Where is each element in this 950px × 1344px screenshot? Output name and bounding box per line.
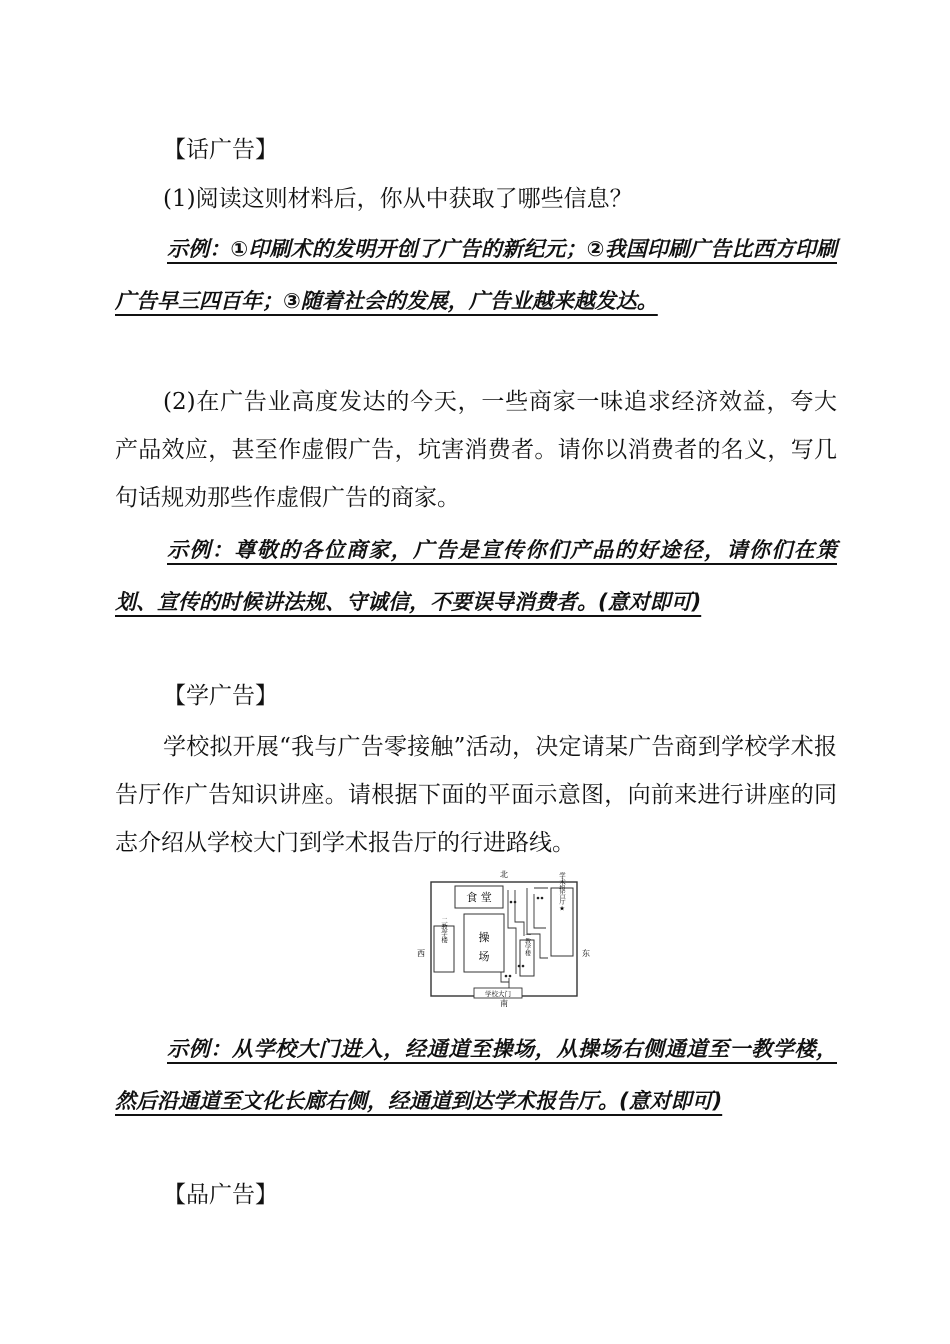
south-label: 南 (500, 999, 508, 1008)
path-dot (509, 975, 512, 978)
section-heading-xue: 【学广告】 (163, 683, 278, 709)
answer-1-text: 示例：①印刷术的发明开创了广告的新纪元；②我国印刷广告比西方印刷广告早三四百年；③随着社会的发展，广告业越来越发达。 (115, 237, 837, 313)
building2-label: 二教学楼 (440, 917, 448, 943)
hall-label: 学术报告厅★ (558, 871, 566, 913)
question-2: (2)在广告业高度发达的今天，一些商家一味追求经济效益，夸大产品效应，甚至作虚假广告，坑害消费者。请你以消费者的名义，写几句话规劝那些作虚假广告的商家。 (115, 389, 837, 511)
west-label: 西 (417, 949, 425, 958)
playground-label-2: 场 (478, 950, 490, 963)
path-dot (541, 897, 544, 900)
answer-2-text: 示例：尊敬的各位商家，广告是宣传你们产品的好途径，请你们在策划、宣传的时候讲法规、守诚信，不要误导消费者。(意对即可) (115, 538, 837, 614)
east-label: 东 (582, 949, 590, 958)
answer-3-text: 示例：从学校大门进入，经通道至操场，从操场右侧通道至一教学楼，然后沿通道至文化长廊右侧，经通道到达学术报告厅。(意对即可) (115, 1037, 837, 1113)
playground-label-1: 操 (478, 931, 490, 944)
answer-1 (115, 223, 837, 327)
path-dot (537, 897, 540, 900)
building1-label: 一教学楼 (523, 932, 531, 956)
campus-map (412, 868, 596, 1008)
gate-label: 学校大门 (485, 990, 511, 998)
answer-3 (115, 1023, 837, 1127)
question-1: (1)阅读这则材料后，你从中获取了哪些信息？ (163, 186, 633, 212)
answer-2 (115, 524, 837, 628)
canteen-label: 食 堂 (466, 891, 492, 904)
section-heading-pin: 【品广告】 (163, 1182, 278, 1208)
path-dot (514, 901, 517, 904)
section-heading-hua: 【话广告】 (163, 137, 278, 163)
question-3: 学校拟开展“我与广告零接触”活动，决定请某广告商到学校学术报告厅作广告知识讲座。请根据下面的平面示意图，向前来进行讲座的同志介绍从学校大门到学术报告厅的行进路线。 (115, 734, 837, 856)
path-dot (510, 901, 513, 904)
path-dot (505, 975, 508, 978)
path-dot (522, 965, 525, 968)
path-dot (518, 965, 521, 968)
north-label: 北 (500, 870, 508, 879)
gate-path (501, 972, 509, 988)
